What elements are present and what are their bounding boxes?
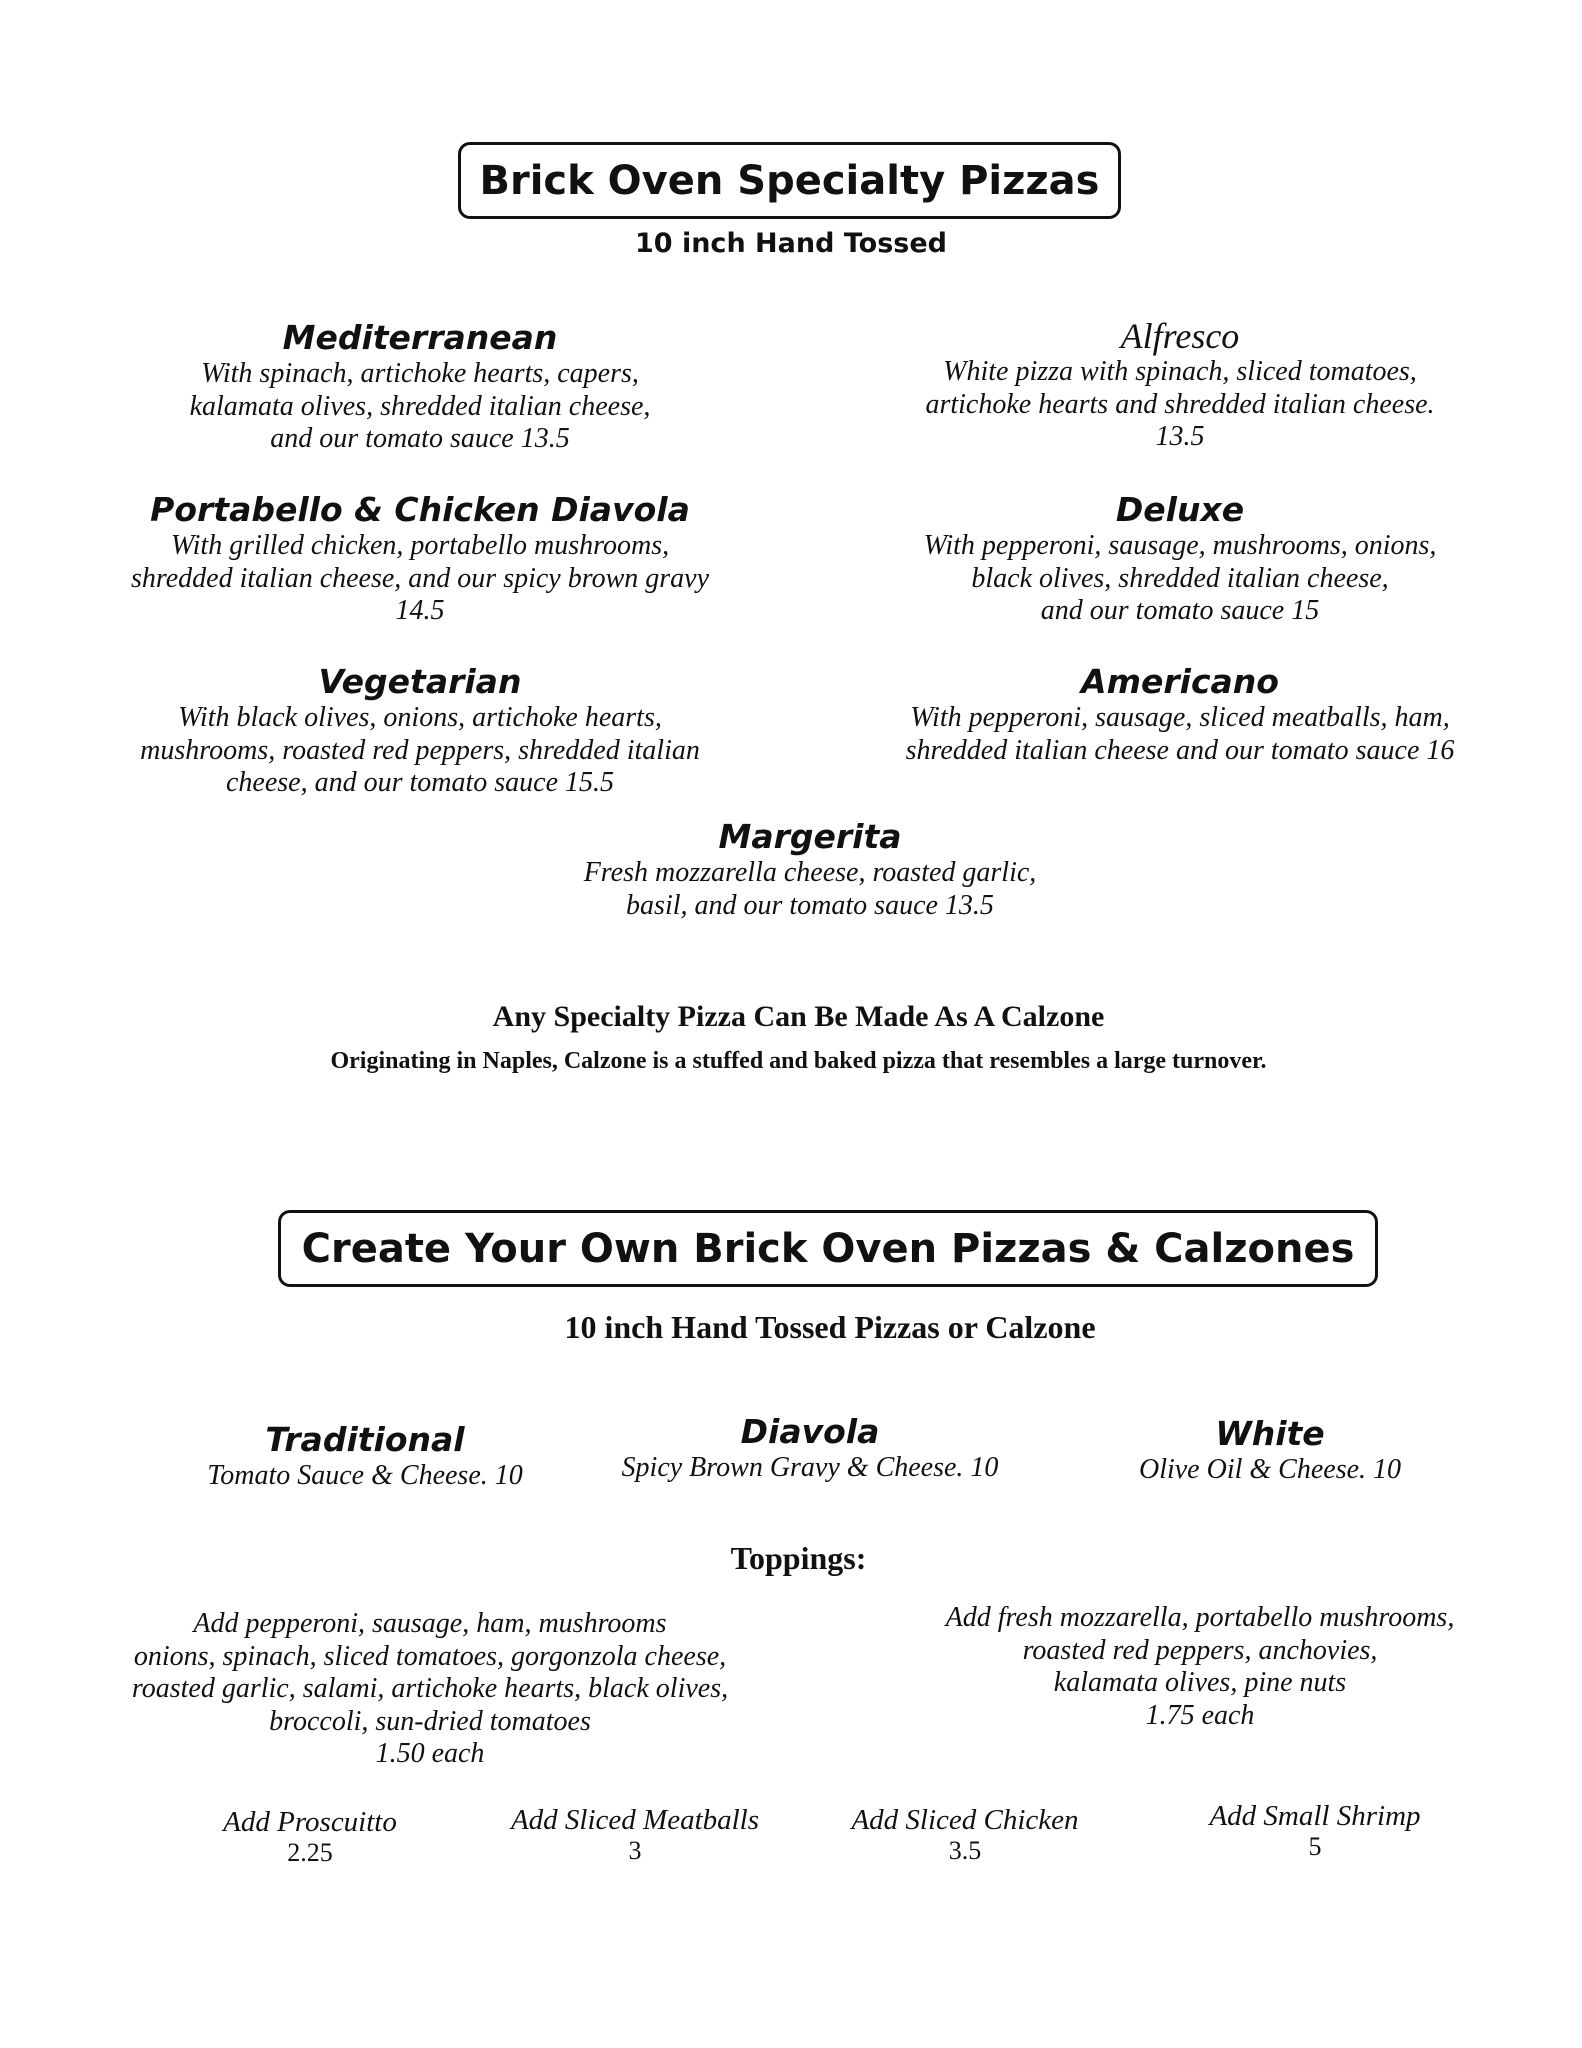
menu-item (810, 662, 1550, 767)
item-description: With spinach, artichoke hearts, capers, kalamata olives, shredded italian cheese, and our tomato sauce 13.5 (189, 358, 651, 454)
base-name: White (1215, 1414, 1325, 1453)
base-name: Traditional (265, 1420, 465, 1459)
menu-item (60, 662, 780, 800)
base-item (580, 1412, 1040, 1485)
menu-item (810, 490, 1550, 628)
extra-item (1150, 1800, 1480, 1862)
toppings-list-regular: Add pepperoni, sausage, ham, mushrooms onions, spinach, sliced tomatoes, gorgonzola cheese, roasted garlic, salami, artichoke hearts, black olives, broccoli, sun-dried tomatoes 1.50 each (131, 1608, 729, 1769)
extra-item (130, 1806, 490, 1868)
item-description: With pepperoni, sausage, sliced meatballs, ham, shredded italian cheese and our tomato sauce 16 (905, 702, 1455, 766)
extra-name: Add Sliced Meatballs (510, 1804, 760, 1836)
menu-item (460, 817, 1160, 922)
item-name: Vegetarian (318, 662, 522, 701)
item-description: With grilled chicken, portabello mushrooms, shredded italian cheese, and our spicy brown gravy 14.5 (130, 530, 710, 626)
create-subtitle: 10 inch Hand Tossed Pizzas or Calzone (564, 1309, 1096, 1345)
base-description: Tomato Sauce & Cheese. 10 (207, 1460, 523, 1491)
extra-price: 5 (1308, 1832, 1322, 1861)
menu-item (810, 316, 1550, 454)
extra-price: 2.25 (287, 1838, 333, 1867)
item-name: Mediterranean (282, 318, 558, 357)
toppings-label: Toppings: (730, 1540, 867, 1576)
menu-item (80, 318, 760, 456)
extra-name: Add Sliced Chicken (851, 1804, 1079, 1836)
item-description: With black olives, onions, artichoke hearts, mushrooms, roasted red peppers, shredded italian cheese, and our tomato sauce 15.5 (140, 702, 700, 798)
toppings-list-premium: Add fresh mozzarella, portabello mushrooms, roasted red peppers, anchovies, kalamata olives, pine nuts 1.75 each (945, 1602, 1455, 1731)
extra-name: Add Small Shrimp (1209, 1800, 1421, 1832)
base-description: Spicy Brown Gravy & Cheese. 10 (621, 1452, 999, 1483)
item-description: With pepperoni, sausage, mushrooms, onions, black olives, shredded italian cheese, and our tomato sauce 15 (923, 530, 1437, 626)
specialty-title: Brick Oven Specialty Pizzas (458, 142, 1121, 219)
item-name: Margerita (718, 817, 902, 856)
extra-price: 3.5 (948, 1836, 982, 1865)
item-name: Americano (1081, 662, 1279, 701)
extra-price: 3 (628, 1836, 642, 1865)
item-description: Fresh mozzarella cheese, roasted garlic, basil, and our tomato sauce 13.5 (583, 857, 1037, 921)
item-name: Deluxe (1115, 490, 1245, 529)
item-name: Portabello & Chicken Diavola (150, 490, 690, 529)
base-item (1060, 1414, 1480, 1487)
item-name: Alfresco (1120, 316, 1240, 356)
base-item (160, 1420, 570, 1493)
item-description: White pizza with spinach, sliced tomatoes, artichoke hearts and shredded italian cheese. 13.5 (925, 356, 1435, 452)
base-name: Diavola (740, 1412, 880, 1451)
extra-item (800, 1804, 1130, 1866)
calzone-heading: Any Specialty Pizza Can Be Made As A Calzone (492, 1000, 1105, 1033)
extra-name: Add Proscuitto (223, 1806, 397, 1838)
create-title: Create Your Own Brick Oven Pizzas & Calzones (278, 1210, 1378, 1287)
base-description: Olive Oil & Cheese. 10 (1138, 1454, 1402, 1485)
calzone-description: Originating in Naples, Calzone is a stuffed and baked pizza that resembles a large turnover. (330, 1048, 1267, 1074)
extra-item (460, 1804, 810, 1866)
specialty-subtitle: 10 inch Hand Tossed (634, 228, 947, 259)
menu-item (60, 490, 780, 628)
